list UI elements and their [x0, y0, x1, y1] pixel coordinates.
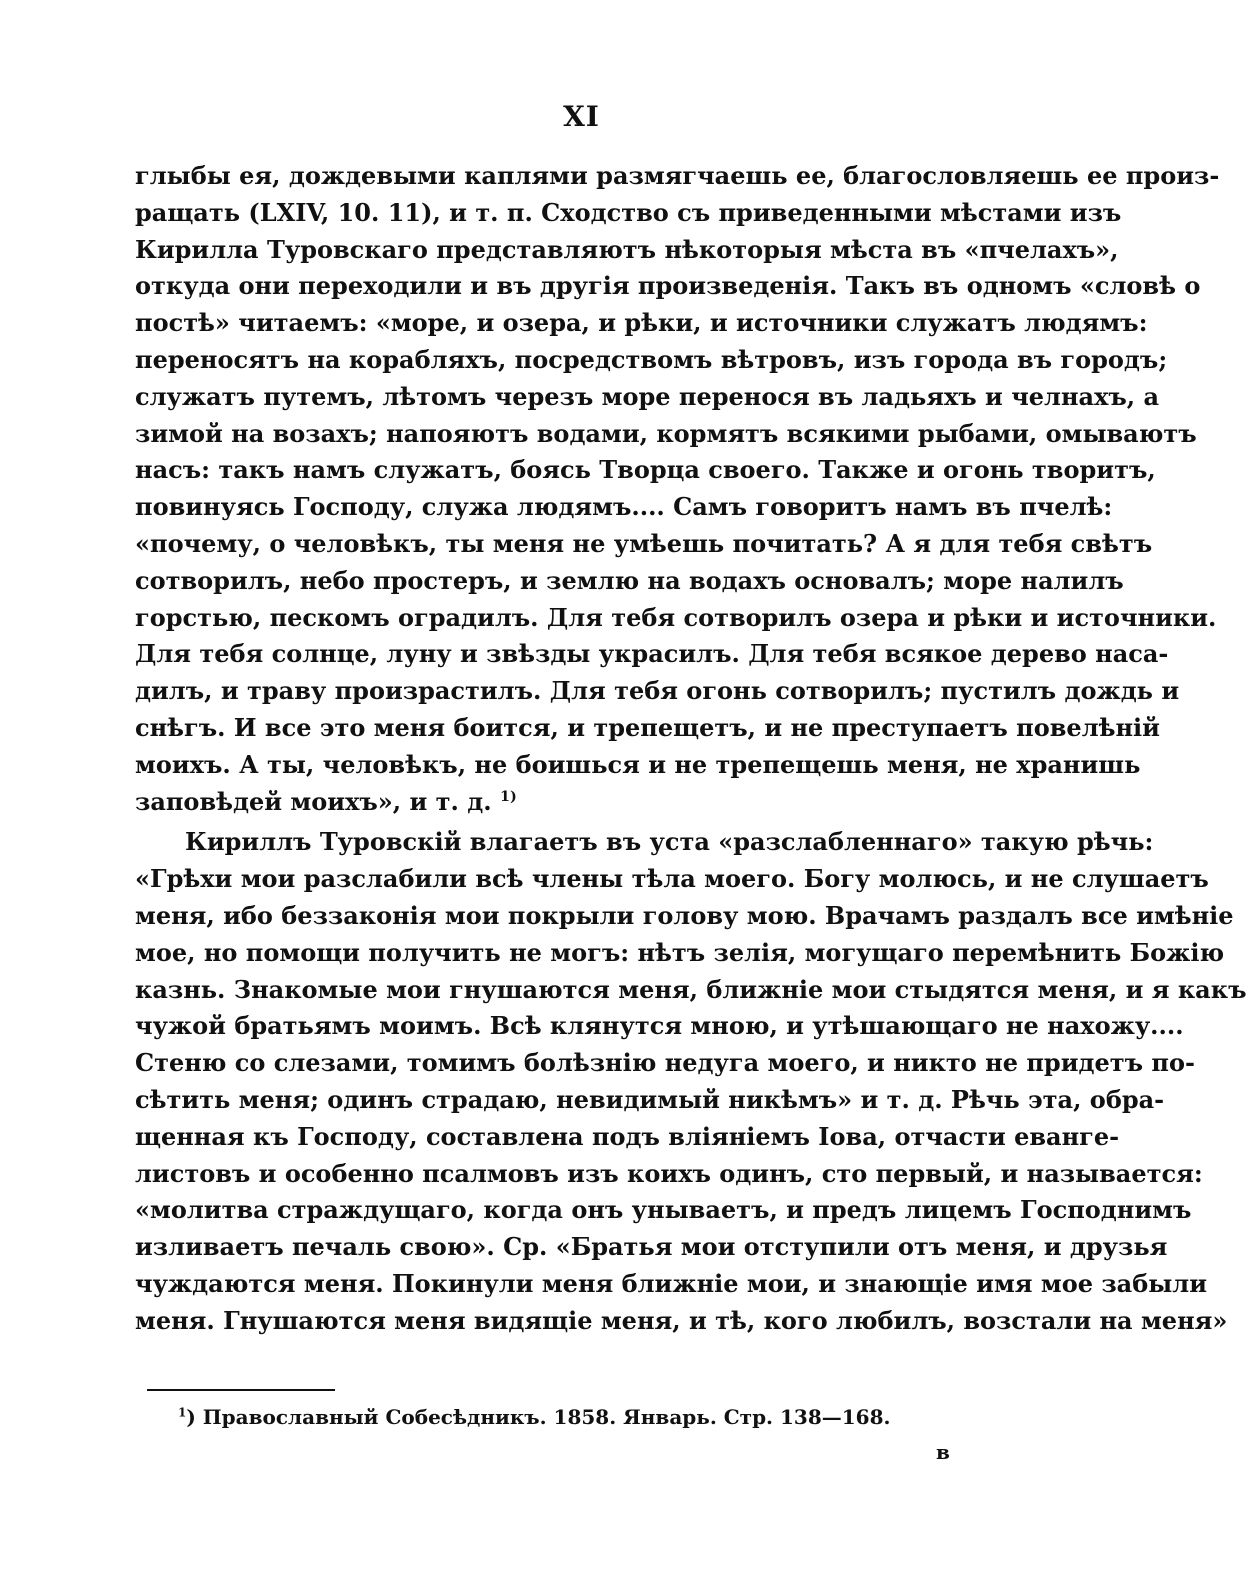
- text-line: переносятъ на корабляхъ, посредствомъ вѣтровъ, изъ города въ городъ;: [135, 344, 1168, 374]
- text-line: ращать (LXIV, 10. 11), и т. п. Сходство съ приведенными мѣстами изъ: [135, 197, 1122, 227]
- text-line: сѣтить меня; одинъ страдаю, невидимый никѣмъ» и т. д. Рѣчь эта, обра-: [135, 1084, 1165, 1114]
- text-line: «Грѣхи мои разслабили всѣ члены тѣла моего. Богу молюсь, и не слушаетъ: [135, 864, 1209, 894]
- text-line: казнь. Знакомые мои гнушаются меня, ближніе мои стыдятся меня, и я какъ: [135, 974, 1246, 1004]
- text-line: Для тебя солнце, луну и звѣзды украсилъ. Для тебя всякое дерево наса-: [135, 639, 1169, 669]
- footnote-reference: [500, 788, 517, 805]
- footnote-marker-suffix: ): [186, 1405, 196, 1429]
- text-line: моихъ. А ты, человѣкъ, не боишься и не трепещешь меня, не хранишь: [135, 749, 1141, 779]
- text-line: Стеню со слезами, томимъ болѣзнію недуга моего, и никто не придетъ по-: [135, 1048, 1195, 1078]
- footnote-text: Православный Собесѣдникъ. 1858. Январь. Стр. 138—168.: [202, 1405, 891, 1429]
- text-line: «молитва страждущаго, когда онъ унываетъ, и предъ лицемъ Господнимъ: [135, 1195, 1192, 1225]
- footnote-divider: [147, 1389, 335, 1391]
- text-line: щенная къ Господу, составлена подъ вліяніемъ Іова, отчасти еванге-: [135, 1121, 1120, 1151]
- text-line: постѣ» читаемъ: «море, и озера, и рѣки, и источники служатъ людямъ:: [135, 308, 1148, 338]
- text-line-content: заповѣдей моихъ», и т. д.: [135, 786, 492, 816]
- text-line: меня, ибо беззаконія мои покрыли голову мою. Врачамъ раздалъ все имѣніе: [135, 900, 1234, 930]
- text-line: чужой братьямъ моимъ. Всѣ клянутся мною, и утѣшающаго не нахожу....: [135, 1011, 1184, 1041]
- footnote-reference-suffix: ): [509, 787, 517, 805]
- text-line: зимой на возахъ; напояютъ водами, кормятъ всякими рыбами, омываютъ: [135, 418, 1197, 448]
- body-text: [135, 158, 1246, 1340]
- text-line: меня. Гнушаются меня видящіе меня, и тѣ, кого любилъ, возстали на меня»: [135, 1305, 1228, 1335]
- text-line: изливаетъ печаль свою». Ср. «Братья мои отступили отъ меня, и друзья: [135, 1232, 1168, 1262]
- paragraph-2: [135, 824, 1246, 1339]
- text-line: «почему, о человѣкъ, ты меня не умѣешь почитать? А я для тебя свѣтъ: [135, 528, 1153, 558]
- text-line: мое, но помощи получить не могъ: нѣтъ зелія, могущаго перемѣнить Божію: [135, 937, 1225, 967]
- text-line: Кирилла Туровскаго представляютъ нѣкоторыя мѣста въ «пчелахъ»,: [135, 234, 1119, 264]
- paragraph-1: [135, 158, 1220, 820]
- footnote: [178, 1404, 890, 1430]
- text-line: откуда они переходили и въ другія произведенія. Такъ въ одномъ «словѣ о: [135, 271, 1201, 301]
- text-line: Кириллъ Туровскій влагаетъ въ уста «разслабленнаго» такую рѣчь:: [185, 827, 1154, 857]
- text-line: чуждаются меня. Покинули меня ближніе мои, и знающіе имя мое забыли: [135, 1268, 1208, 1298]
- text-line: сотворилъ, небо простеръ, и землю на водахъ основалъ; море налилъ: [135, 565, 1124, 595]
- text-line: листовъ и особенно псалмовъ изъ коихъ одинъ, сто первый, и называется:: [135, 1158, 1203, 1188]
- text-line: насъ: такъ намъ служатъ, боясь Творца своего. Также и огонь творитъ,: [135, 455, 1156, 485]
- page-number: XI: [563, 100, 600, 133]
- text-line: глыбы ея, дождевыми каплями размягчаешь ее, благословляешь ее произ-: [135, 161, 1220, 190]
- text-line: снѣгъ. И все это меня боится, и трепещетъ, и не преступаетъ повелѣній: [135, 712, 1160, 742]
- signature-mark: в: [936, 1440, 950, 1464]
- text-line: горстью, пескомъ оградилъ. Для тебя сотворилъ озера и рѣки и источники.: [135, 602, 1217, 632]
- footnote-marker-number: 1: [178, 1405, 187, 1420]
- text-line: дилъ, и траву произрастилъ. Для тебя огонь сотворилъ; пустилъ дождь и: [135, 676, 1180, 706]
- text-line-last: [135, 784, 1040, 821]
- text-line: повинуясь Господу, служа людямъ.... Самъ говоритъ намъ въ пчелѣ:: [135, 492, 1113, 522]
- text-line: служатъ путемъ, лѣтомъ черезъ море перенося въ ладьяхъ и челнахъ, а: [135, 381, 1160, 411]
- footnote-reference-number: 1: [499, 787, 510, 805]
